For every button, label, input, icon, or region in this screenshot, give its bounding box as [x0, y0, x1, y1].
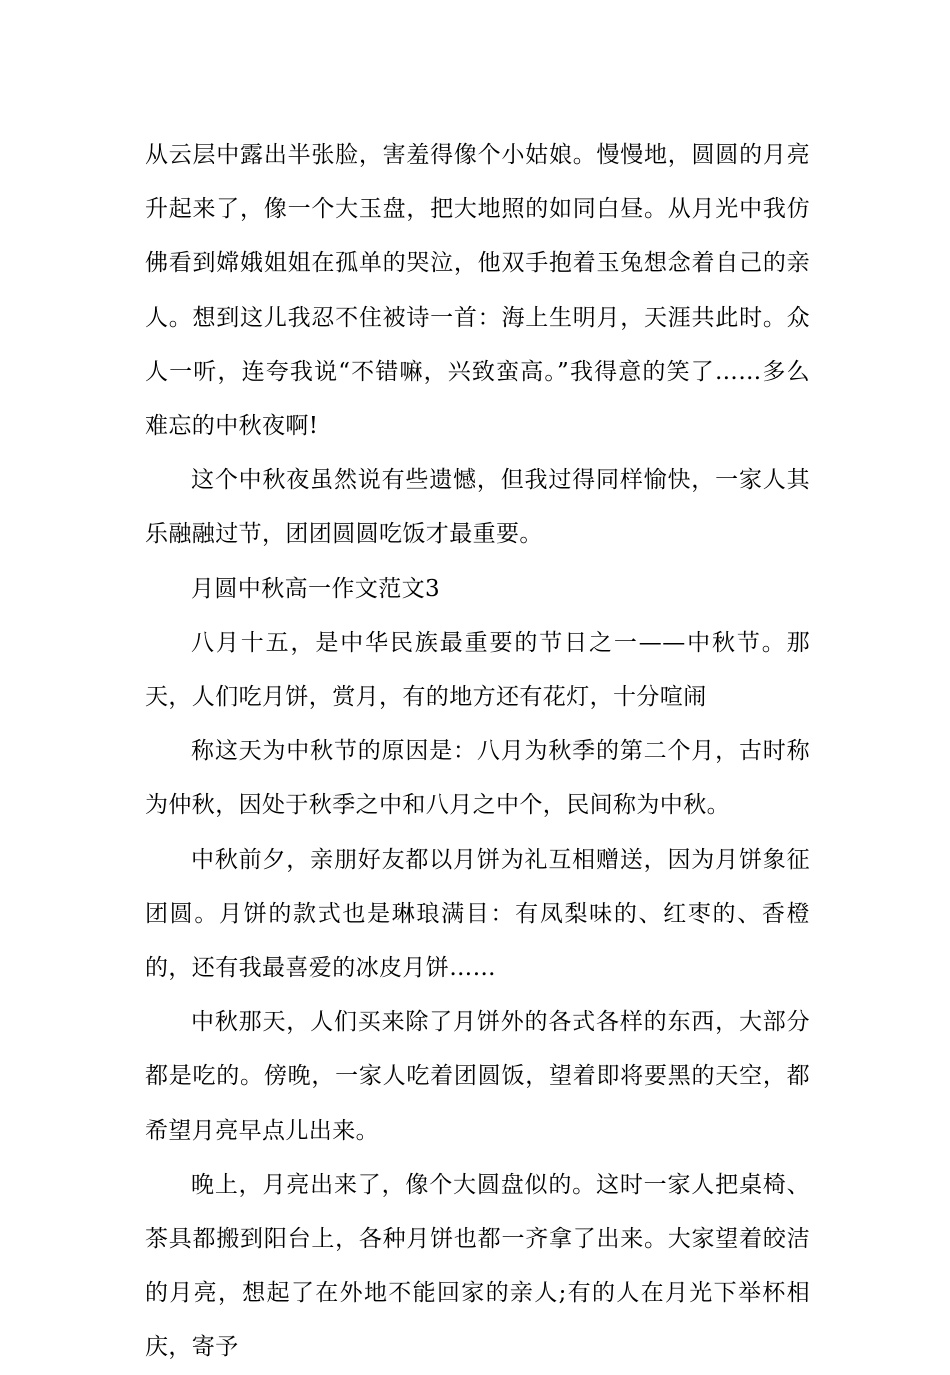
section-heading: 月圆中秋高一作文范文3	[191, 575, 441, 602]
paragraph: 这个中秋夜虽然说有些遗憾，但我过得同样愉快，一家人其乐融融过节，团团圆圆吃饭才最重要。	[145, 467, 810, 548]
paragraph: 八月十五，是中华民族最重要的节日之一——中秋节。那天，人们吃月饼，赏月，有的地方还有花灯，十分喧闹	[145, 629, 810, 711]
paragraph: 中秋前夕，亲朋好友都以月饼为礼互相赠送，因为月饼象征团圆。月饼的款式也是琳琅满目：有凤梨味的、红枣的、香橙的，还有我最喜爱的冰皮月饼……	[145, 846, 810, 982]
paragraph: 称这天为中秋节的原因是：八月为秋季的第二个月，古时称为仲秋，因处于秋季之中和八月之中个，民间称为中秋。	[145, 738, 810, 819]
paragraph-continuation: 从云层中露出半张脸，害羞得像个小姑娘。慢慢地，圆圆的月亮升起来了，像一个大玉盘，把大地照的如同白昼。从月光中我仿佛看到嫦娥姐姐在孤单的哭泣，他双手抱着玉兔想念着自己的亲人。想到这儿我忍不住被诗一首：海上生明月，天涯共此时。众人一听，连夸我说“不错嘛，兴致蛮高。”我得意的笑了……多么难忘的中秋夜啊!	[145, 142, 810, 440]
document-body	[145, 128, 810, 1375]
paragraph: 晚上，月亮出来了，像个大圆盘似的。这时一家人把桌椅、茶具都搬到阳台上，各种月饼也都一齐拿了出来。大家望着皎洁的月亮，想起了在外地不能回家的亲人;有的人在月光下举杯相庆，寄予	[145, 1171, 810, 1361]
paragraph: 中秋那天，人们买来除了月饼外的各式各样的东西，大部分都是吃的。傍晚，一家人吃着团圆饭，望着即将要黑的天空，都希望月亮早点儿出来。	[145, 1009, 810, 1144]
